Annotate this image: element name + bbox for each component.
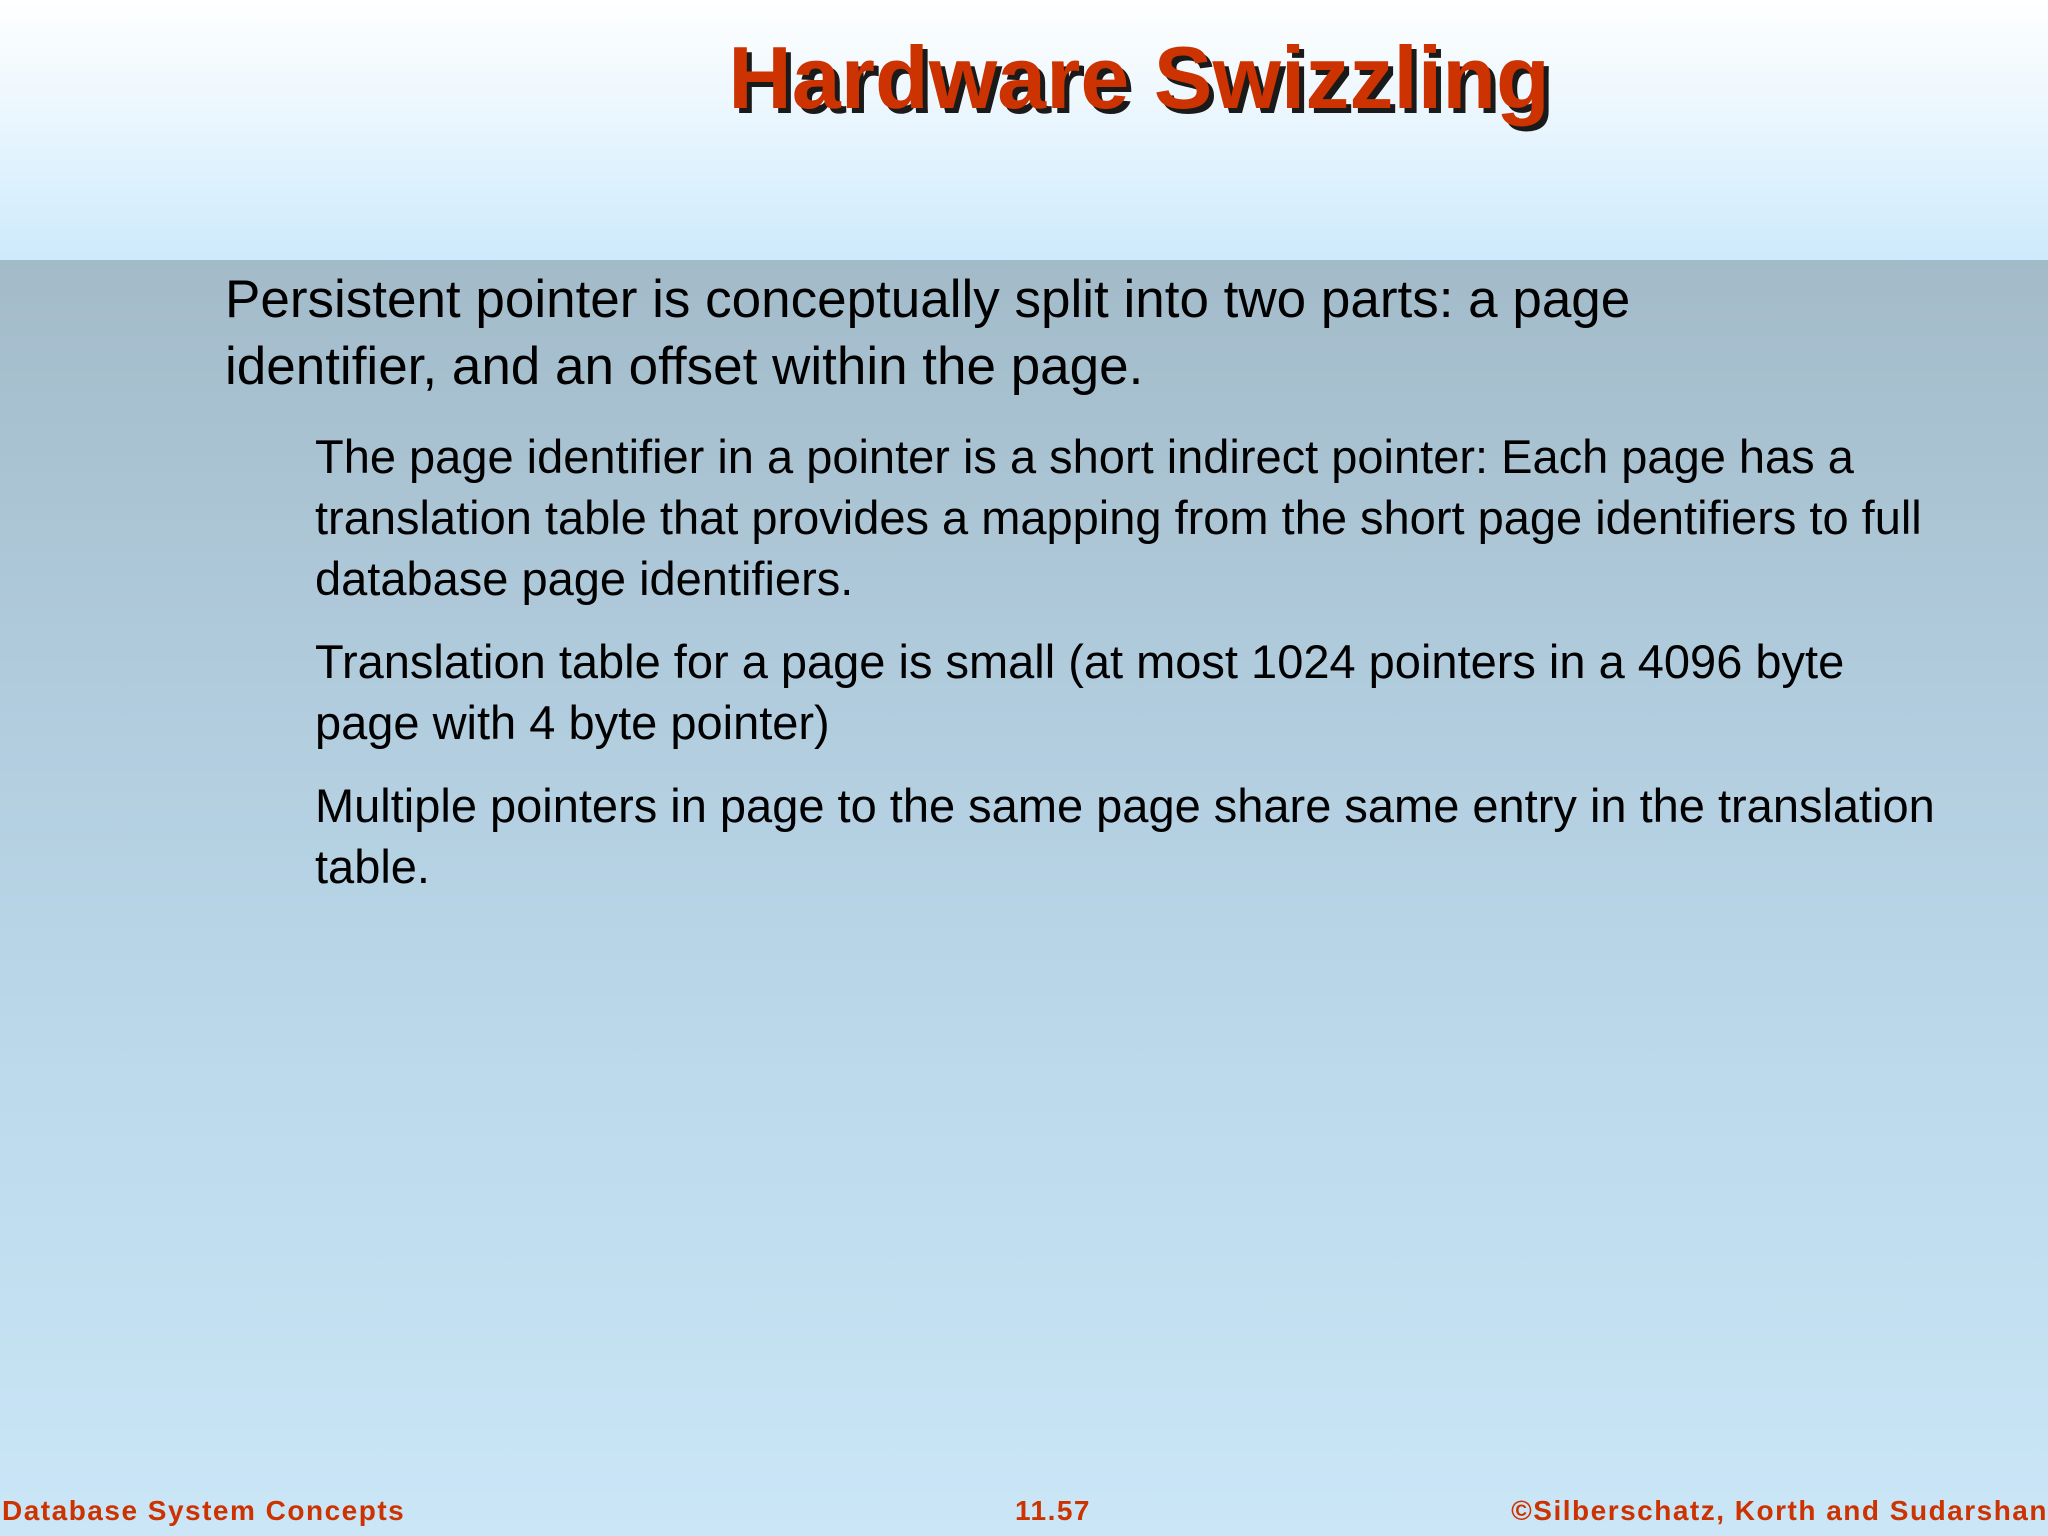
slide-title: Hardware Swizzling bbox=[728, 28, 1550, 127]
slide-content bbox=[225, 266, 1935, 897]
bullet-level1: Persistent pointer is conceptually split into two parts: a page identifier, and an offset within the page. bbox=[225, 270, 1631, 396]
footer-book-title: Database System Concepts bbox=[2, 1495, 406, 1526]
bullet-level2-translation-table-size: Translation table for a page is small (at most 1024 pointers in a 4096 byte page with 4 byte pointer) bbox=[315, 635, 1845, 749]
footer-slide-number: 11.57 bbox=[1014, 1495, 1092, 1526]
bullet-level2-shared-entry: Multiple pointers in page to the same page share same entry in the translation table. bbox=[315, 779, 1935, 893]
footer-copyright: ©Silberschatz, Korth and Sudarshan bbox=[1511, 1495, 2048, 1526]
bullet-level2-page-identifier: The page identifier in a pointer is a short indirect pointer: Each page has a translation table that provides a mapping from the short page identifiers to full database page identifiers. bbox=[315, 430, 1922, 605]
